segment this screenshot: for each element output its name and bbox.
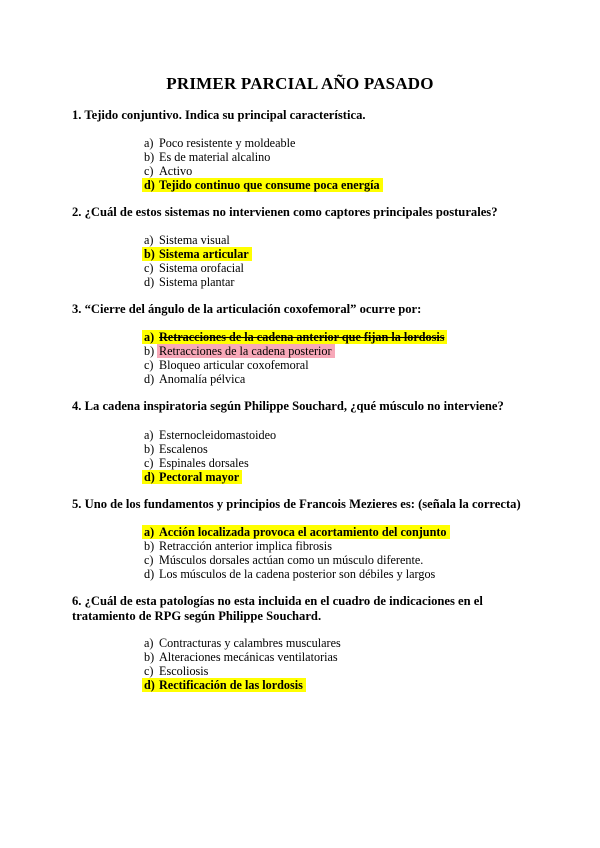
- question-4: 4. La cadena inspiratoria según Philippe Souchard, ¿qué músculo no interviene?: [72, 399, 504, 413]
- option-5d: d) Los músculos de la cadena posterior son débiles y largos: [144, 567, 436, 581]
- options-5: [144, 525, 450, 581]
- option-5a-correct: a) Acción localizada provoca el acortamiento del conjunto: [144, 525, 450, 539]
- options-4: [144, 428, 279, 484]
- option-3c: c) Bloqueo articular coxofemoral: [144, 358, 309, 372]
- option-4b: b) Escalenos: [144, 442, 208, 456]
- option-2b-correct: b) Sistema articular: [144, 247, 252, 261]
- question-1: 1. Tejido conjuntivo. Indica su principal característica.: [72, 108, 366, 122]
- option-3b-marked: b) Retracciones de la cadena posterior: [144, 344, 447, 358]
- option-2c: c) Sistema orofacial: [144, 261, 244, 275]
- option-1d-correct: d) Tejido continuo que consume poca energía: [144, 178, 383, 192]
- option-6a: a) Contracturas y calambres musculares: [144, 636, 341, 650]
- option-6d-correct: d) Rectificación de las lordosis: [144, 678, 344, 692]
- option-2d: d) Sistema plantar: [144, 275, 235, 289]
- option-5b: b) Retracción anterior implica fibrosis: [144, 539, 332, 553]
- option-6b: b) Alteraciones mecánicas ventilatorias: [144, 650, 338, 664]
- option-4d-correct: d) Pectoral mayor: [144, 470, 279, 484]
- option-1c: c) Activo: [144, 164, 193, 178]
- option-4a: a) Esternocleidomastoideo: [144, 428, 277, 442]
- options-6: [144, 636, 344, 692]
- option-5c: c) Músculos dorsales actúan como un músculo diferente.: [144, 553, 424, 567]
- page-title: PRIMER PARCIAL AÑO PASADO: [166, 74, 434, 93]
- question-6: 6. ¿Cuál de esta patologías no esta incluida en el cuadro de indicaciones en el tratamiento de RPG según Philippe Souchard.: [72, 594, 483, 623]
- options-2: [144, 233, 252, 289]
- option-3d: d) Anomalía pélvica: [144, 372, 246, 386]
- options-1: [144, 136, 383, 192]
- question-2: 2. ¿Cuál de estos sistemas no intervienen como captores principales posturales?: [72, 205, 498, 219]
- option-6c: c) Escoliosis: [144, 664, 209, 678]
- option-3a-struck: a) Retracciones de la cadena anterior que fijan la lordosis: [144, 330, 447, 344]
- question-5: 5. Uno de los fundamentos y principios de Francois Mezieres es: (señala la correcta): [72, 497, 521, 511]
- question-3: 3. “Cierre del ángulo de la articulación coxofemoral” ocurre por:: [72, 302, 422, 316]
- option-1a: a) Poco resistente y moldeable: [144, 136, 296, 150]
- option-1b: b) Es de material alcalino: [144, 150, 271, 164]
- option-4c: c) Espinales dorsales: [144, 456, 249, 470]
- options-3: [144, 330, 447, 386]
- option-2a: a) Sistema visual: [144, 233, 230, 247]
